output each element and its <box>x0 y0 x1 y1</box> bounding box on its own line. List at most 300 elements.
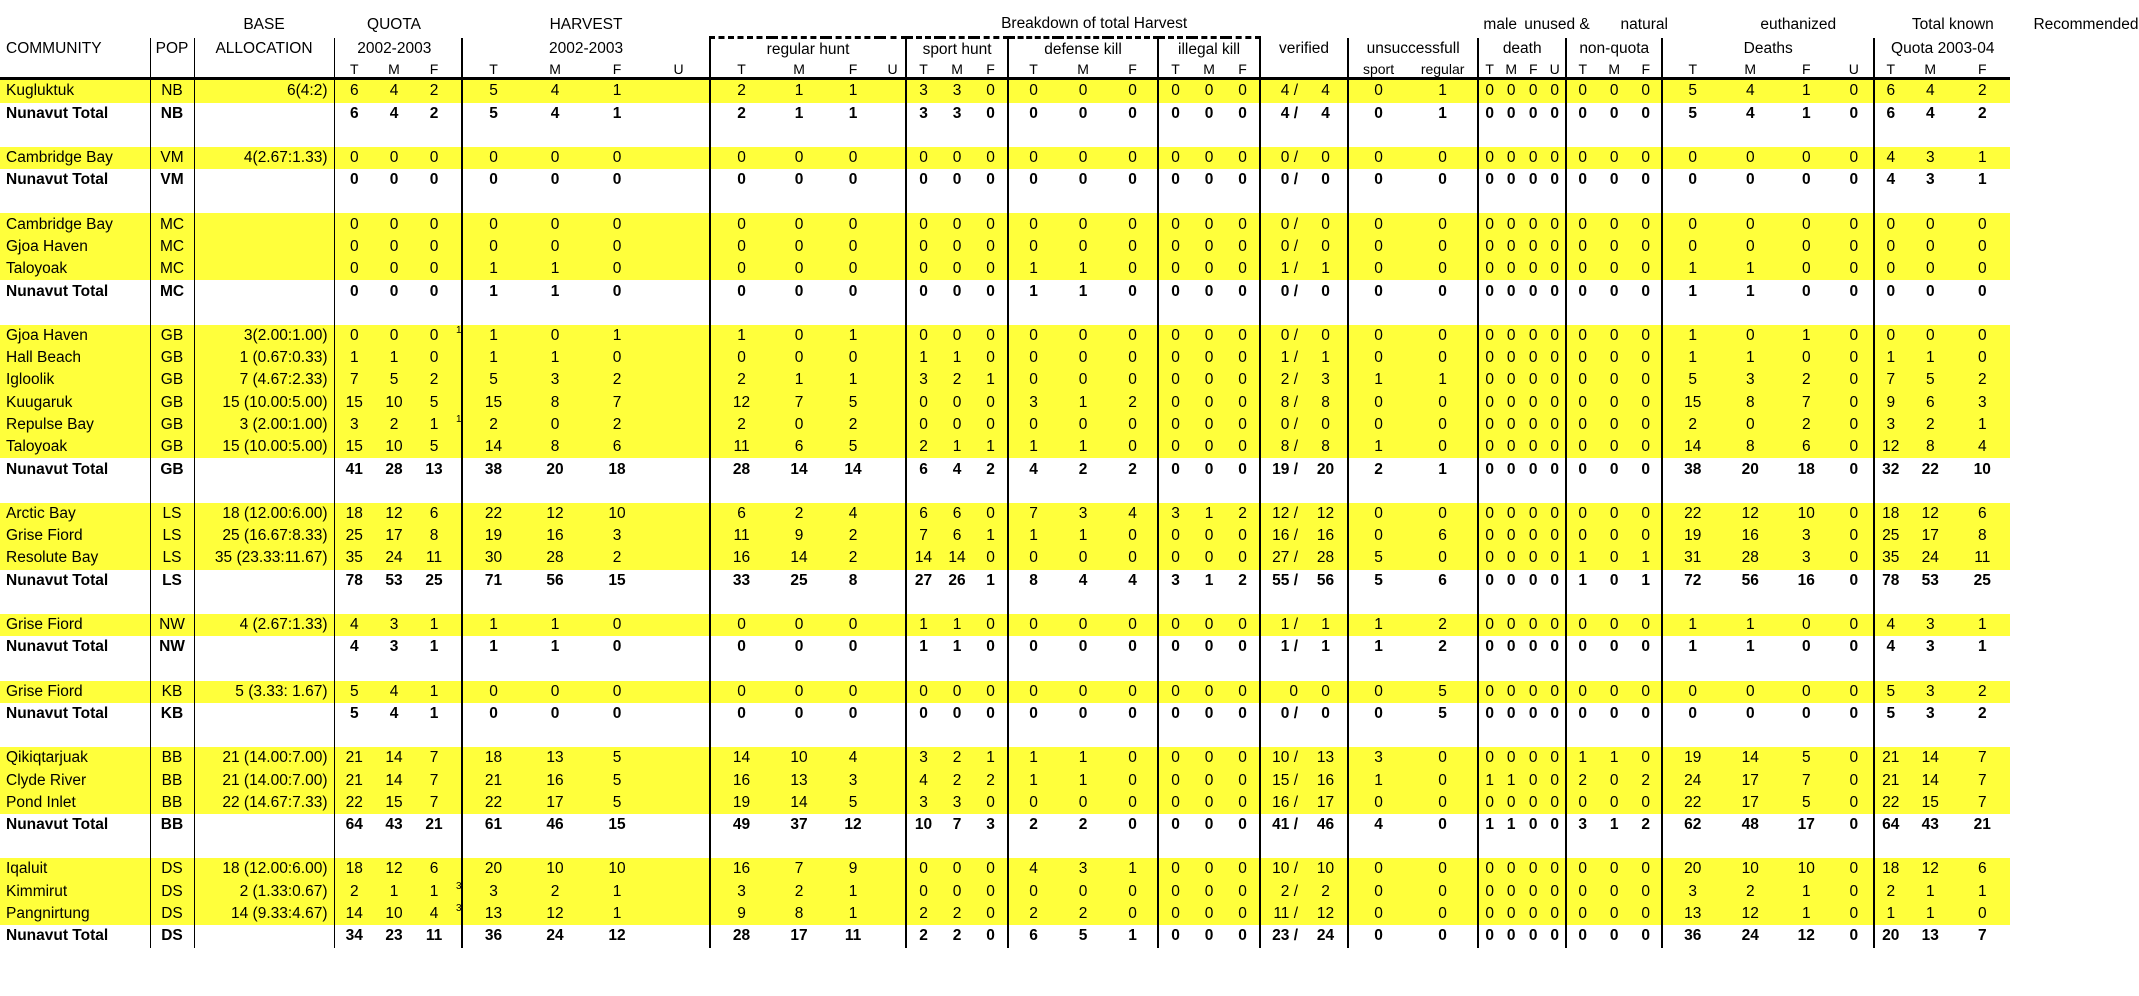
value-cell: 0 <box>1438 349 1447 367</box>
value-cell: 0 <box>1478 458 1500 480</box>
spacer-cell <box>1906 659 1954 681</box>
spacer-row <box>0 725 2095 747</box>
value-cell: 3 <box>1801 527 1811 545</box>
value-cell: 0 <box>1550 82 1560 100</box>
total-row <box>0 458 2095 480</box>
spacer-cell <box>1566 659 1598 681</box>
value-cell: 2 <box>612 549 622 567</box>
value-cell: 0 <box>612 349 622 367</box>
value-cell: 0 <box>1008 369 1058 391</box>
value-cell <box>880 703 906 725</box>
value-cell: 7 <box>429 793 439 811</box>
community-cell: Igloolik <box>6 371 55 389</box>
value-cell: 0 <box>1566 503 1598 525</box>
value-cell: 1 <box>1008 258 1058 280</box>
value-cell: 0 <box>794 349 804 367</box>
value-cell: 1 <box>1348 369 1408 391</box>
value-cell: 0 <box>1204 326 1214 344</box>
spacer-cell <box>1906 303 1954 325</box>
header-quota-next: Quota 2003-04 <box>1874 38 2010 62</box>
value-cell: 0 / <box>1260 169 1304 191</box>
value-cell: 0 <box>1925 260 1935 278</box>
value-cell: 3 <box>1874 414 1906 436</box>
value-cell: 0 <box>1438 237 1447 255</box>
value-cell: 0 <box>1158 881 1192 903</box>
value-cell: 4 <box>1874 636 1906 658</box>
value-cell: 0 <box>1506 438 1516 456</box>
value-cell: 13 <box>546 749 564 767</box>
value-cell: 1 <box>1348 636 1408 658</box>
value-cell: 0 <box>1438 416 1447 433</box>
value-cell: 1 <box>612 82 622 100</box>
spacer-cell <box>586 303 648 325</box>
value-cell: 0 <box>1849 771 1859 789</box>
value-cell: 0 <box>462 169 524 191</box>
spacer-cell <box>648 191 710 213</box>
spacer-cell <box>1008 481 1058 503</box>
value-cell: 1 <box>1078 771 1088 789</box>
header-allocation: ALLOCATION <box>194 38 334 62</box>
value-cell: 3 <box>1078 860 1088 878</box>
value-cell: 7 <box>794 860 804 878</box>
spacer-cell <box>1544 303 1566 325</box>
value-cell: 1 <box>1321 638 1330 656</box>
value-cell: 0 <box>334 213 374 235</box>
value-cell: 0 <box>1204 549 1214 567</box>
value-cell: 3 <box>462 881 524 903</box>
value-cell: 0 <box>1128 326 1137 344</box>
allocation-cell <box>194 925 334 947</box>
value-cell: 0 <box>1550 171 1560 189</box>
value-cell: 0 <box>1550 460 1560 478</box>
value-cell: 1 <box>1008 436 1058 458</box>
value-cell: 0 <box>1849 504 1859 522</box>
value-cell: 3 <box>1158 503 1192 525</box>
value-cell: 7 <box>1801 771 1811 789</box>
table-body <box>0 79 2095 948</box>
value-cell: 0 <box>1438 860 1447 878</box>
spacer-cell <box>1348 191 1408 213</box>
value-cell: 0 <box>1528 104 1538 122</box>
pop-cell: MC <box>150 236 194 258</box>
value-cell: 2 <box>1925 416 1935 433</box>
value-cell: 2 <box>848 527 858 545</box>
value-cell: 2 <box>1078 460 1088 478</box>
value-cell: 0 <box>848 349 858 367</box>
value-cell: 0 <box>986 638 995 656</box>
value-cell <box>880 436 906 458</box>
value-cell: 0 <box>1874 236 1906 258</box>
spacer-cell <box>1158 725 1192 747</box>
value-cell: 0 <box>1641 882 1651 900</box>
value-cell: 3 <box>1566 814 1598 836</box>
spacer-cell <box>194 303 334 325</box>
value-cell: 0 <box>1506 905 1516 923</box>
value-cell: 0 <box>1925 326 1935 344</box>
community-cell: Taloyoak <box>6 260 68 278</box>
value-cell: 0 <box>1641 149 1651 167</box>
value-cell: 0 <box>848 215 858 233</box>
value-cell: 2 <box>906 925 940 947</box>
value-cell: 2 <box>710 79 772 103</box>
value-cell: 22 <box>462 792 524 814</box>
value-cell: 12 <box>1741 504 1759 522</box>
value-cell: 0 <box>1849 171 1859 189</box>
value-cell: 0 <box>1204 215 1214 233</box>
value-cell: 0 <box>1528 349 1538 367</box>
spacer-cell <box>1260 481 1304 503</box>
value-cell: 38 <box>462 458 524 480</box>
value-cell: 4 <box>848 504 858 522</box>
value-cell: 0 <box>1348 213 1408 235</box>
value-cell: 0 <box>1550 371 1560 389</box>
value-cell: 0 <box>1478 369 1500 391</box>
value-cell: 0 <box>1238 371 1247 389</box>
value-cell <box>648 347 710 369</box>
value-cell: 0 <box>952 282 962 300</box>
value-cell <box>648 236 710 258</box>
value-cell: 0 <box>1550 282 1560 300</box>
value-cell: 3 <box>550 371 560 389</box>
value-cell: 5 <box>462 103 524 125</box>
value-cell: 0 <box>1662 147 1722 169</box>
value-cell: 0 <box>1506 549 1516 567</box>
value-cell: 0 <box>1348 414 1408 436</box>
spacer-cell <box>974 725 1008 747</box>
value-cell: 6 <box>906 458 940 480</box>
value-cell: 0 <box>1506 571 1516 589</box>
value-cell: 0 <box>848 682 858 700</box>
value-cell: 0 <box>1925 282 1935 300</box>
spacer-cell <box>1954 191 2010 213</box>
value-cell: 0 <box>1128 616 1137 634</box>
spacer-cell <box>1598 725 1630 747</box>
value-cell: 0 <box>1609 215 1619 233</box>
value-cell: 0 <box>1321 682 1330 700</box>
spacer-cell <box>1662 481 1722 503</box>
spacer-cell <box>710 191 772 213</box>
value-cell: 0 <box>1238 171 1247 189</box>
spacer-cell <box>586 191 648 213</box>
header-sport-hunt: sport hunt <box>906 38 1008 62</box>
spacer-cell <box>0 481 150 503</box>
value-cell: 17 <box>1741 771 1759 789</box>
subheader-cell: F <box>974 61 1008 79</box>
value-cell: 0 <box>389 260 399 278</box>
pop-cell: DS <box>150 881 194 903</box>
spacer-cell <box>1192 659 1226 681</box>
value-cell: 0 <box>1204 149 1214 167</box>
spacer-cell <box>974 125 1008 147</box>
value-cell: 0 <box>1550 749 1560 767</box>
spacer-cell <box>414 592 454 614</box>
subheader-cell: M <box>374 61 414 79</box>
community-cell: Repulse Bay <box>6 416 94 433</box>
value-cell: 1 <box>1008 525 1058 547</box>
value-cell: 16 <box>1797 571 1815 589</box>
value-cell: 34 <box>334 925 374 947</box>
table-row <box>0 436 2095 458</box>
value-cell: 4 <box>389 704 399 722</box>
value-cell: 1 <box>1801 104 1811 122</box>
spacer-cell <box>1408 725 1478 747</box>
value-cell: 1 <box>1662 325 1722 347</box>
value-cell: 0 <box>1438 882 1447 900</box>
table-row <box>0 258 2095 280</box>
value-cell: 12 <box>1741 905 1759 923</box>
value-cell <box>880 858 906 880</box>
spacer-cell <box>906 836 940 858</box>
value-cell: 7 <box>1977 793 1987 811</box>
spacer-cell <box>1158 481 1192 503</box>
spacer-cell <box>906 592 940 614</box>
value-cell <box>454 570 462 592</box>
value-cell: 0 <box>1204 460 1214 478</box>
spacer-cell <box>1662 592 1722 614</box>
spacer-cell <box>1058 481 1108 503</box>
value-cell: 0 <box>952 416 962 433</box>
allocation-cell: 14 (9.33:4.67) <box>194 903 334 925</box>
value-cell: 0 <box>1550 927 1560 945</box>
value-cell: 14 <box>1741 749 1759 767</box>
value-cell: 0 <box>1478 147 1500 169</box>
value-cell: 0 <box>1478 858 1500 880</box>
header-verified: verified <box>1260 38 1348 62</box>
value-cell: 0 <box>462 236 524 258</box>
value-cell: 2 <box>1321 882 1330 900</box>
value-cell: 2 <box>794 504 804 522</box>
value-cell: 5 <box>389 371 399 389</box>
value-cell: 0 <box>429 260 439 278</box>
spacer-cell <box>1722 659 1778 681</box>
value-cell: 13 <box>462 903 524 925</box>
value-cell: 1 <box>550 638 560 656</box>
value-cell: 0 <box>1321 149 1330 167</box>
value-cell: 20 <box>462 858 524 880</box>
spacer-cell <box>1500 191 1522 213</box>
value-cell: 0 <box>1204 749 1214 767</box>
spacer-cell <box>1522 125 1544 147</box>
community-cell: Nunavut Total <box>6 171 109 189</box>
value-cell: 21 <box>1874 769 1906 791</box>
value-cell: 0 <box>1128 704 1137 722</box>
value-cell: 0 <box>1204 882 1214 900</box>
spacer-cell <box>524 125 586 147</box>
value-cell <box>880 881 906 903</box>
value-cell: 1 / <box>1260 614 1304 636</box>
value-cell: 1 <box>794 82 804 100</box>
value-cell: 0 <box>1438 771 1447 789</box>
spacer-cell <box>1008 725 1058 747</box>
value-cell: 0 <box>1078 104 1088 122</box>
value-cell: 0 <box>1566 79 1598 103</box>
value-cell: 5 <box>1874 703 1906 725</box>
value-cell: 1 <box>1977 638 1987 656</box>
spacer-cell <box>334 191 374 213</box>
value-cell: 1 <box>1566 747 1598 769</box>
value-cell: 0 <box>1609 104 1619 122</box>
value-cell: 0 <box>1008 347 1058 369</box>
value-cell <box>454 213 462 235</box>
value-cell: 0 <box>1641 215 1651 233</box>
spacer-cell <box>1778 303 1834 325</box>
value-cell <box>880 169 906 191</box>
value-cell: 0 <box>986 349 995 367</box>
value-cell: 1 <box>1977 616 1987 634</box>
value-cell: 0 <box>1348 103 1408 125</box>
spacer-cell <box>826 191 880 213</box>
subheader-cell: T <box>710 61 772 79</box>
value-cell <box>880 903 906 925</box>
value-cell: 0 <box>794 682 804 700</box>
spacer-cell <box>1158 191 1192 213</box>
subheader-cell: sport <box>1348 61 1408 79</box>
spacer-cell <box>1408 836 1478 858</box>
pop-cell: GB <box>150 436 194 458</box>
value-cell: 2 <box>1078 905 1088 923</box>
value-cell: 10 <box>385 393 403 411</box>
spacer-cell <box>1348 481 1408 503</box>
value-cell: 0 <box>389 171 399 189</box>
value-cell: 0 <box>1158 436 1192 458</box>
value-cell: 1 <box>550 616 560 634</box>
value-cell <box>454 858 462 880</box>
value-cell: 0 <box>1348 881 1408 903</box>
spacer-cell <box>1722 303 1778 325</box>
value-cell: 0 <box>1641 682 1651 700</box>
spacer-cell <box>1226 836 1260 858</box>
value-cell <box>880 325 906 347</box>
value-cell: 0 <box>1078 171 1088 189</box>
value-cell <box>648 881 710 903</box>
spacer-cell <box>1722 836 1778 858</box>
value-cell: 1 <box>429 682 439 700</box>
value-cell: 0 <box>1128 371 1137 389</box>
value-cell: 14 <box>790 793 808 811</box>
value-cell: 36 <box>1662 925 1722 947</box>
value-cell: 0 <box>1158 369 1192 391</box>
value-cell: 24 <box>546 927 564 945</box>
spacer-cell <box>1954 659 2010 681</box>
footnote-marker: 3 <box>456 902 462 914</box>
value-cell: 0 <box>1550 882 1560 900</box>
value-cell: 0 <box>1609 549 1619 567</box>
value-cell: 0 <box>1008 103 1058 125</box>
value-cell <box>880 258 906 280</box>
spacer-cell <box>1478 725 1500 747</box>
value-cell: 8 <box>1977 527 1987 545</box>
value-cell <box>648 436 710 458</box>
value-cell: 5 <box>1348 547 1408 569</box>
spacer-cell <box>940 592 974 614</box>
value-cell: 0 <box>1745 215 1755 233</box>
value-cell: 0 <box>1478 414 1500 436</box>
pop-cell: GB <box>150 414 194 436</box>
value-cell: 0 <box>1801 260 1811 278</box>
value-cell: 7 <box>1977 771 1987 789</box>
value-cell: 43 <box>1921 816 1939 834</box>
value-cell: 4 <box>1008 458 1058 480</box>
value-cell: 4 <box>1874 169 1906 191</box>
value-cell: 0 <box>1204 171 1214 189</box>
spacer-cell <box>880 836 906 858</box>
value-cell: 1 <box>550 260 560 278</box>
subheader-cell: U <box>648 61 710 79</box>
value-cell: 0 <box>1238 927 1247 945</box>
value-cell: 0 <box>1977 326 1987 344</box>
spacer-cell <box>1260 659 1304 681</box>
value-cell <box>454 769 462 791</box>
value-cell: 1 <box>1204 571 1214 589</box>
spacer-cell <box>880 303 906 325</box>
spacer-cell <box>1226 481 1260 503</box>
spacer-cell <box>454 836 462 858</box>
value-cell: 0 <box>1609 793 1619 811</box>
value-cell: 53 <box>1921 571 1939 589</box>
subheader-cell: F <box>1778 61 1834 79</box>
value-cell: 8 <box>1008 570 1058 592</box>
value-cell: 0 <box>986 393 995 411</box>
spacer-cell <box>1158 659 1192 681</box>
value-cell: 1 <box>1745 638 1755 656</box>
spacer-cell <box>524 659 586 681</box>
value-cell: 0 <box>1566 280 1598 302</box>
value-cell: 0 <box>952 704 962 722</box>
value-cell: 4 <box>1128 504 1137 522</box>
spacer-row <box>0 125 2095 147</box>
spacer-cell <box>374 481 414 503</box>
value-cell: 0 <box>1478 881 1500 903</box>
allocation-cell: 21 (14.00:7.00) <box>194 769 334 791</box>
spacer-cell <box>1598 303 1630 325</box>
spacer-cell <box>1008 659 1058 681</box>
table-row <box>0 325 2095 347</box>
value-cell: 0 <box>1238 393 1247 411</box>
value-cell: 14 <box>1662 436 1722 458</box>
value-cell: 5 <box>1801 749 1811 767</box>
spacer-cell <box>334 125 374 147</box>
value-cell: 0 <box>1849 416 1859 433</box>
value-cell: 0 <box>1321 282 1330 300</box>
value-cell: 0 <box>1438 326 1447 344</box>
spacer-cell <box>648 725 710 747</box>
allocation-cell: 1 (0.67:0.33) <box>194 347 334 369</box>
spacer-cell <box>0 659 150 681</box>
spacer-cell <box>374 303 414 325</box>
spacer-cell <box>826 659 880 681</box>
pop-cell: VM <box>150 169 194 191</box>
value-cell: 0 <box>1550 393 1560 411</box>
spacer-cell <box>1008 303 1058 325</box>
spacer-cell <box>1192 125 1226 147</box>
value-cell: 1 <box>429 704 439 722</box>
value-cell: 0 <box>1506 237 1516 255</box>
spacer-cell <box>1566 303 1598 325</box>
spacer-cell <box>1260 303 1304 325</box>
value-cell: 0 <box>986 215 995 233</box>
value-cell: 3 <box>906 792 940 814</box>
value-cell: 0 <box>986 860 995 878</box>
value-cell <box>454 503 462 525</box>
value-cell: 0 <box>1478 79 1500 103</box>
value-cell: 0 <box>1238 349 1247 367</box>
footnote-marker: 1 <box>456 413 462 425</box>
value-cell: 0 <box>1609 149 1619 167</box>
value-cell: 1 <box>1204 504 1214 522</box>
subheader-cell: T <box>1874 61 1906 79</box>
value-cell: 3 <box>848 771 858 789</box>
value-cell: 6 <box>1874 103 1906 125</box>
